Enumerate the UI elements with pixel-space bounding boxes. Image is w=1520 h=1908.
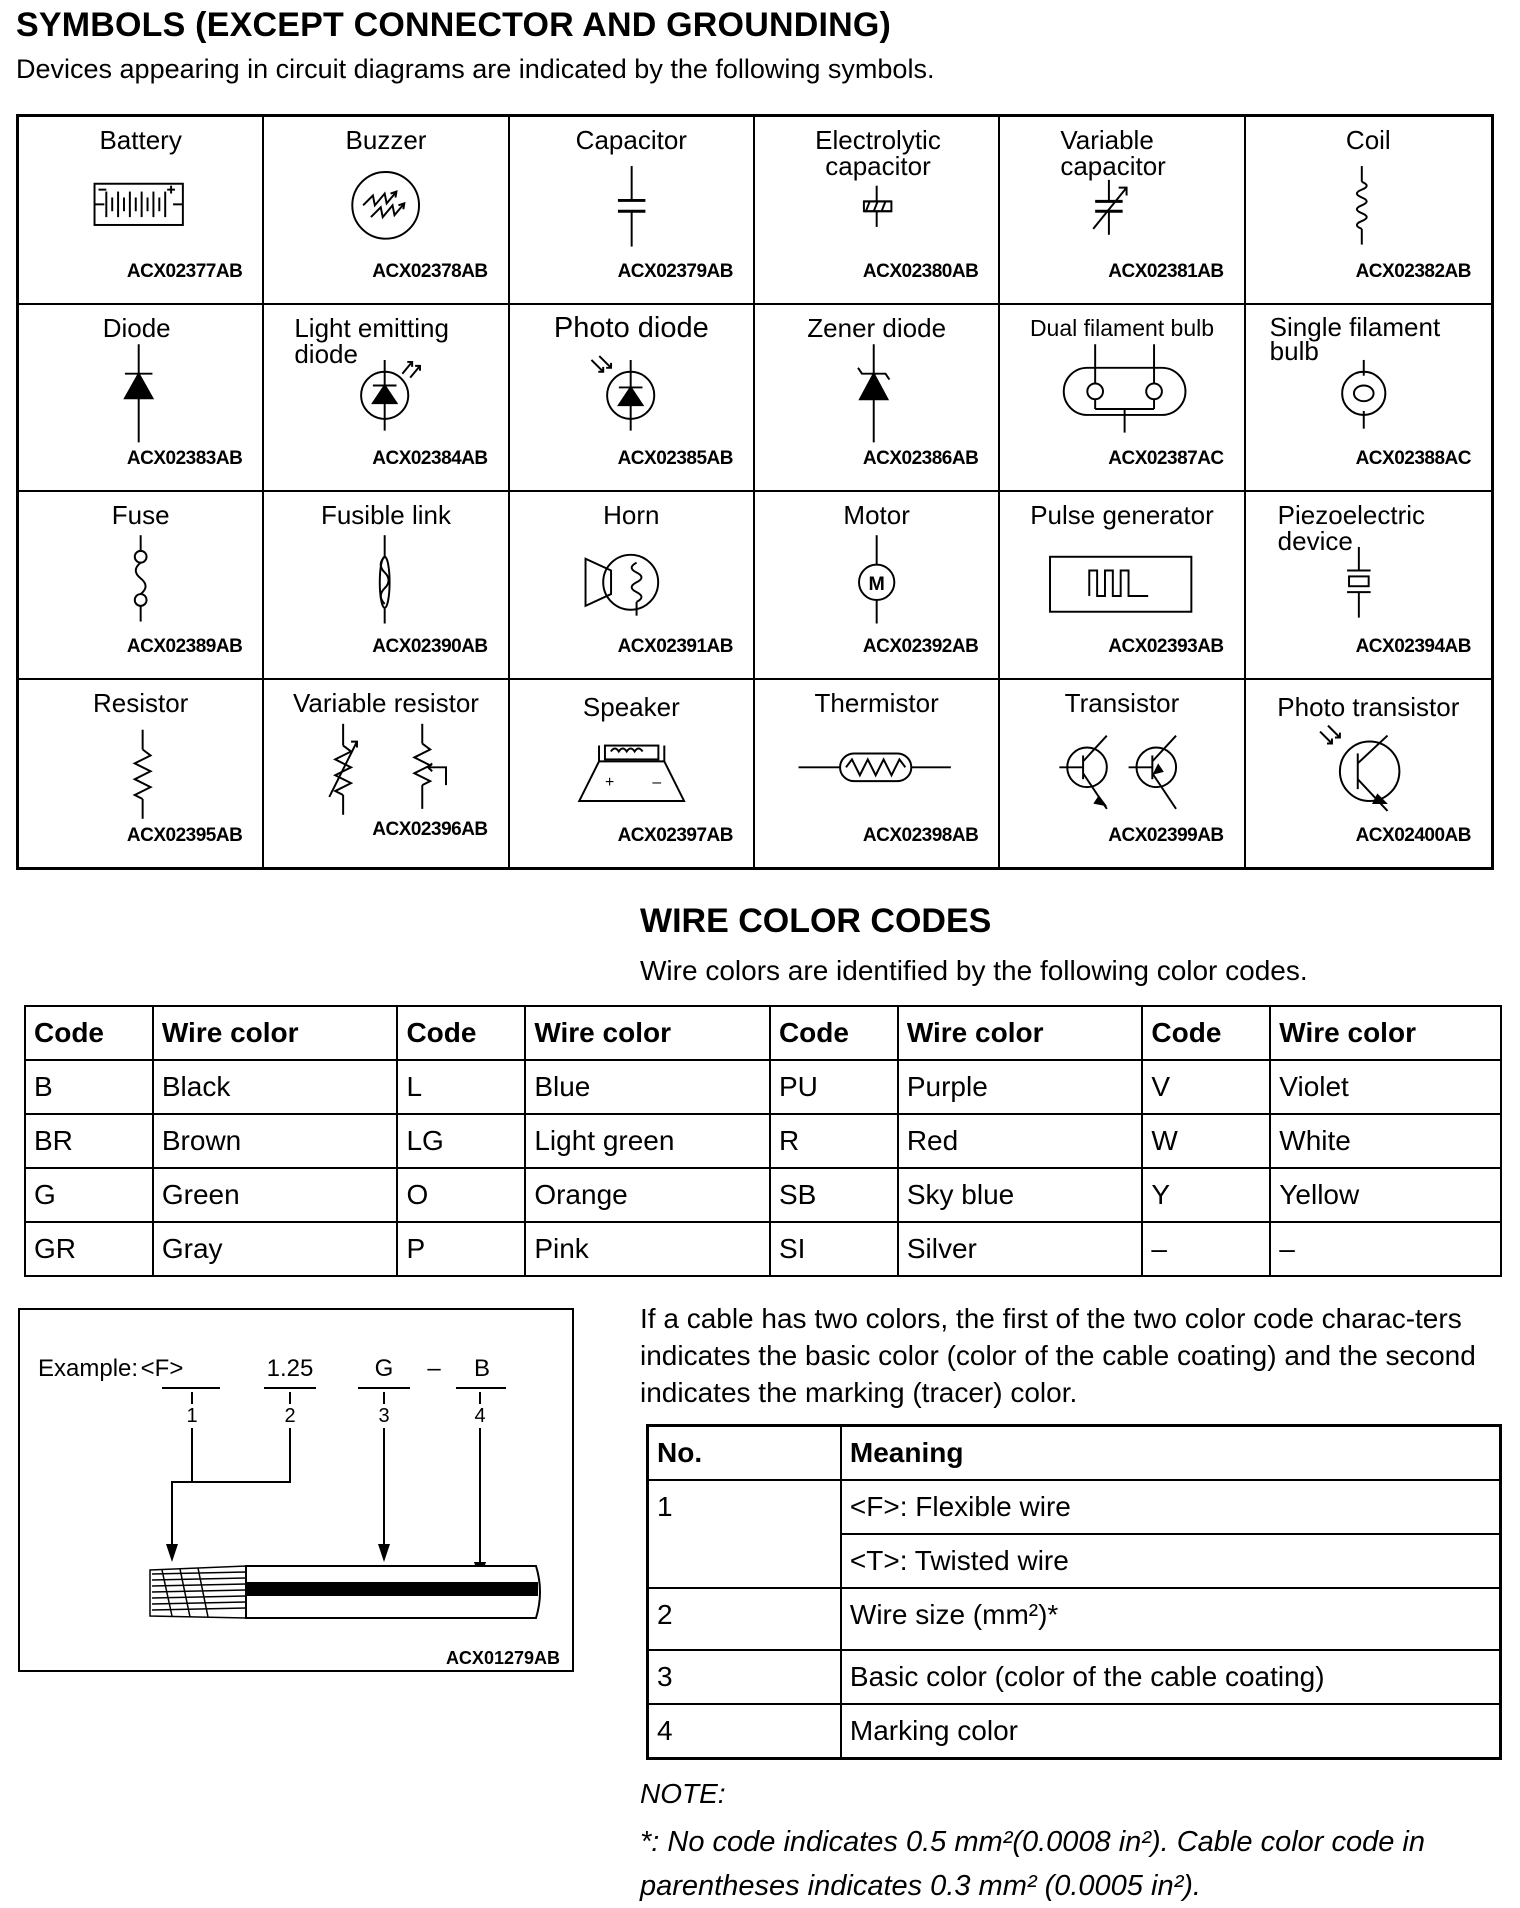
symbol-code: ACX02392AB	[862, 635, 979, 657]
table-cell: W	[1142, 1114, 1270, 1168]
example-number-4: 4	[474, 1405, 486, 1427]
symbol-cell-resistor	[19, 680, 264, 868]
table-row	[25, 1060, 1501, 1114]
symbol-name: Coil	[1345, 125, 1391, 155]
symbol-name: Capacitor	[575, 125, 687, 155]
header-cell: Wire color	[898, 1006, 1143, 1060]
table-cell: GR	[25, 1222, 153, 1276]
symbol-name: Electrolytic capacitor	[815, 125, 941, 181]
note-text: *: No code indicates 0.5 mm²(0.0008 in²). Cable color code in parentheses indicates 0.3 mm² (0.0005 in²).	[640, 1826, 1425, 1902]
symbol-cell-variable-resistor	[264, 680, 509, 868]
table-cell: Sky blue	[898, 1168, 1143, 1222]
header-cell: No.	[648, 1426, 841, 1481]
table-cell: –	[1142, 1222, 1270, 1276]
table-cell: Gray	[153, 1222, 398, 1276]
example-part-marking: B	[473, 1355, 491, 1382]
example-part-basic: G	[374, 1355, 394, 1382]
table-cell-meaning: <F>: Flexible wire	[841, 1480, 1501, 1534]
table-cell: LG	[397, 1114, 525, 1168]
svg-text:+: +	[604, 773, 614, 791]
symbol-name: Light emitting diode	[294, 312, 449, 369]
table-cell-meaning: Basic color (color of the cable coating)	[841, 1650, 1501, 1704]
header-cell: Wire color	[1270, 1006, 1501, 1060]
symbol-cell-led	[264, 305, 509, 493]
symbol-code: ACX02390AB	[372, 635, 488, 657]
symbol-code: ACX02395AB	[126, 825, 243, 846]
symbol-cell-speaker	[510, 680, 755, 868]
symbol-cell-transistor	[1000, 680, 1245, 868]
symbol-cell-photo-diode	[510, 305, 755, 493]
symbol-name: Resistor	[92, 687, 189, 718]
symbol-name: Zener diode	[807, 312, 947, 343]
symbol-code: ACX02400AB	[1355, 825, 1471, 846]
symbol-name: Single filament bulb	[1269, 311, 1441, 366]
symbol-code: ACX02396AB	[372, 819, 488, 840]
header-cell: Meaning	[841, 1426, 1501, 1481]
table-cell-no: 3	[648, 1650, 841, 1704]
example-number-1: 1	[186, 1405, 198, 1427]
symbol-cell-dual-filament-bulb	[1000, 305, 1245, 493]
table-header-row	[648, 1426, 1501, 1481]
symbol-cell-coil	[1246, 117, 1491, 305]
table-cell-no: 2	[648, 1588, 841, 1650]
symbol-cell-photo-transistor	[1246, 680, 1491, 868]
symbol-code: ACX02393AB	[1108, 635, 1224, 657]
symbol-name: Speaker	[582, 691, 680, 722]
symbols-subtitle: Devices appearing in circuit diagrams are indicated by the following symbols.	[16, 54, 935, 84]
symbol-cell-piezoelectric	[1246, 492, 1491, 680]
symbol-name: Variable capacitor	[1060, 125, 1166, 181]
wire-color-table	[24, 1005, 1502, 1277]
table-cell-no: 1	[648, 1480, 841, 1588]
symbol-cell-horn	[510, 492, 755, 680]
table-cell-meaning: <T>: Twisted wire	[841, 1534, 1501, 1588]
table-cell: R	[770, 1114, 898, 1168]
table-cell: O	[397, 1168, 525, 1222]
symbol-cell-electrolytic-capacitor	[755, 117, 1000, 305]
table-header-row	[25, 1006, 1501, 1060]
symbol-cell-fuse	[19, 492, 264, 680]
table-cell-meaning: Wire size (mm²)*	[841, 1588, 1501, 1650]
two-color-explanation: If a cable has two colors, the first of the two color code charac-ters indicates the basic color (color of the cable coating) and the second indicates the marking (tracer) color.	[640, 1303, 1476, 1408]
symbol-code: ACX02398AB	[862, 825, 979, 846]
symbol-name: Buzzer	[345, 125, 427, 155]
table-row	[648, 1480, 1501, 1534]
symbol-code: ACX02378AB	[372, 260, 488, 282]
symbol-code: ACX02379AB	[617, 260, 733, 282]
symbol-name: Battery	[99, 125, 182, 155]
symbol-name: Dual filament bulb	[1029, 314, 1215, 341]
symbol-code: ACX02388AC	[1355, 448, 1471, 469]
symbol-code: ACX02394AB	[1355, 635, 1471, 657]
symbol-name: Thermistor	[814, 687, 939, 718]
symbol-cell-single-filament-bulb	[1246, 305, 1491, 493]
symbol-code: ACX02387AC	[1108, 448, 1224, 469]
symbol-name: Motor	[843, 500, 910, 530]
table-cell: Green	[153, 1168, 398, 1222]
table-cell: Black	[153, 1060, 398, 1114]
symbol-name: Fuse	[111, 500, 170, 530]
symbol-cell-pulse-generator	[1000, 492, 1245, 680]
svg-text:–: –	[652, 773, 661, 791]
header-cell: Code	[1142, 1006, 1270, 1060]
symbol-name: Variable resistor	[293, 687, 479, 718]
table-cell: L	[397, 1060, 525, 1114]
symbols-table	[16, 114, 1494, 870]
symbol-name: Fusible link	[320, 500, 452, 530]
symbol-cell-buzzer	[264, 117, 509, 305]
symbol-cell-zener-diode	[755, 305, 1000, 493]
example-label: Example:	[38, 1355, 139, 1382]
example-code: ACX01279AB	[445, 1648, 560, 1668]
symbol-name: Pulse generator	[1030, 500, 1214, 530]
symbol-cell-fusible-link	[264, 492, 509, 680]
symbol-name: Horn	[603, 500, 660, 530]
wire-section-subtitle: Wire colors are identified by the following color codes.	[640, 955, 1308, 986]
symbol-name: Diode	[102, 312, 171, 343]
symbol-code: ACX02381AB	[1108, 260, 1224, 282]
table-cell: Red	[898, 1114, 1143, 1168]
symbol-cell-thermistor	[755, 680, 1000, 868]
note-title: NOTE:	[640, 1778, 726, 1809]
table-cell: SB	[770, 1168, 898, 1222]
table-cell: Y	[1142, 1168, 1270, 1222]
table-row	[648, 1704, 1501, 1759]
table-cell: G	[25, 1168, 153, 1222]
table-cell: Violet	[1270, 1060, 1501, 1114]
motor-letter: M	[868, 573, 885, 596]
table-cell-no: 4	[648, 1704, 841, 1759]
wire-example-illustration	[20, 1310, 576, 1674]
header-cell: Code	[397, 1006, 525, 1060]
symbol-cell-battery	[19, 117, 264, 305]
table-cell: Brown	[153, 1114, 398, 1168]
table-cell-meaning: Marking color	[841, 1704, 1501, 1759]
example-part-size: 1.25	[266, 1355, 314, 1382]
table-row	[25, 1168, 1501, 1222]
table-cell: Yellow	[1270, 1168, 1501, 1222]
symbol-cell-diode	[19, 305, 264, 493]
meaning-table	[646, 1424, 1502, 1760]
symbol-cell-variable-capacitor	[1000, 117, 1245, 305]
example-part-dash: –	[427, 1355, 441, 1382]
table-cell: Blue	[525, 1060, 770, 1114]
symbol-code: ACX02399AB	[1108, 825, 1224, 846]
header-cell: Wire color	[153, 1006, 398, 1060]
table-cell: Purple	[898, 1060, 1143, 1114]
symbol-code: ACX02386AB	[862, 448, 979, 469]
table-cell: PU	[770, 1060, 898, 1114]
table-cell: –	[1270, 1222, 1501, 1276]
symbol-code: ACX02377AB	[126, 260, 243, 282]
example-number-3: 3	[378, 1405, 390, 1427]
table-cell: P	[397, 1222, 525, 1276]
header-cell: Wire color	[525, 1006, 770, 1060]
wire-example-diagram	[18, 1308, 574, 1672]
table-cell: Silver	[898, 1222, 1143, 1276]
header-cell: Code	[25, 1006, 153, 1060]
table-cell: BR	[25, 1114, 153, 1168]
example-part-flex: <F>	[140, 1355, 184, 1382]
wire-section-title: WIRE COLOR CODES	[640, 902, 992, 940]
symbol-name: Photo diode	[553, 311, 709, 344]
symbol-cell-motor	[755, 492, 1000, 680]
symbol-code: ACX02384AB	[372, 448, 488, 469]
table-row	[25, 1222, 1501, 1276]
table-row	[648, 1650, 1501, 1704]
table-cell: White	[1270, 1114, 1501, 1168]
symbol-code: ACX02383AB	[126, 448, 243, 469]
symbol-name: Photo transistor	[1277, 691, 1460, 722]
table-row	[25, 1114, 1501, 1168]
table-cell: V	[1142, 1060, 1270, 1114]
table-cell: SI	[770, 1222, 898, 1276]
table-row	[648, 1588, 1501, 1650]
symbol-code: ACX02391AB	[617, 635, 733, 657]
symbol-code: ACX02397AB	[617, 825, 733, 846]
symbols-title: SYMBOLS (EXCEPT CONNECTOR AND GROUNDING)	[16, 6, 892, 44]
header-cell: Code	[770, 1006, 898, 1060]
symbol-name: Transistor	[1064, 687, 1180, 718]
symbol-code: ACX02389AB	[126, 635, 243, 657]
symbol-code: ACX02380AB	[862, 260, 979, 282]
table-cell: Light green	[525, 1114, 770, 1168]
table-cell: Pink	[525, 1222, 770, 1276]
table-cell: Orange	[525, 1168, 770, 1222]
symbol-name: Piezoelectric device	[1277, 500, 1426, 556]
symbol-code: ACX02385AB	[617, 448, 733, 469]
example-number-2: 2	[284, 1405, 296, 1427]
symbol-code: ACX02382AB	[1355, 260, 1471, 282]
symbol-cell-capacitor	[510, 117, 755, 305]
table-cell: B	[25, 1060, 153, 1114]
